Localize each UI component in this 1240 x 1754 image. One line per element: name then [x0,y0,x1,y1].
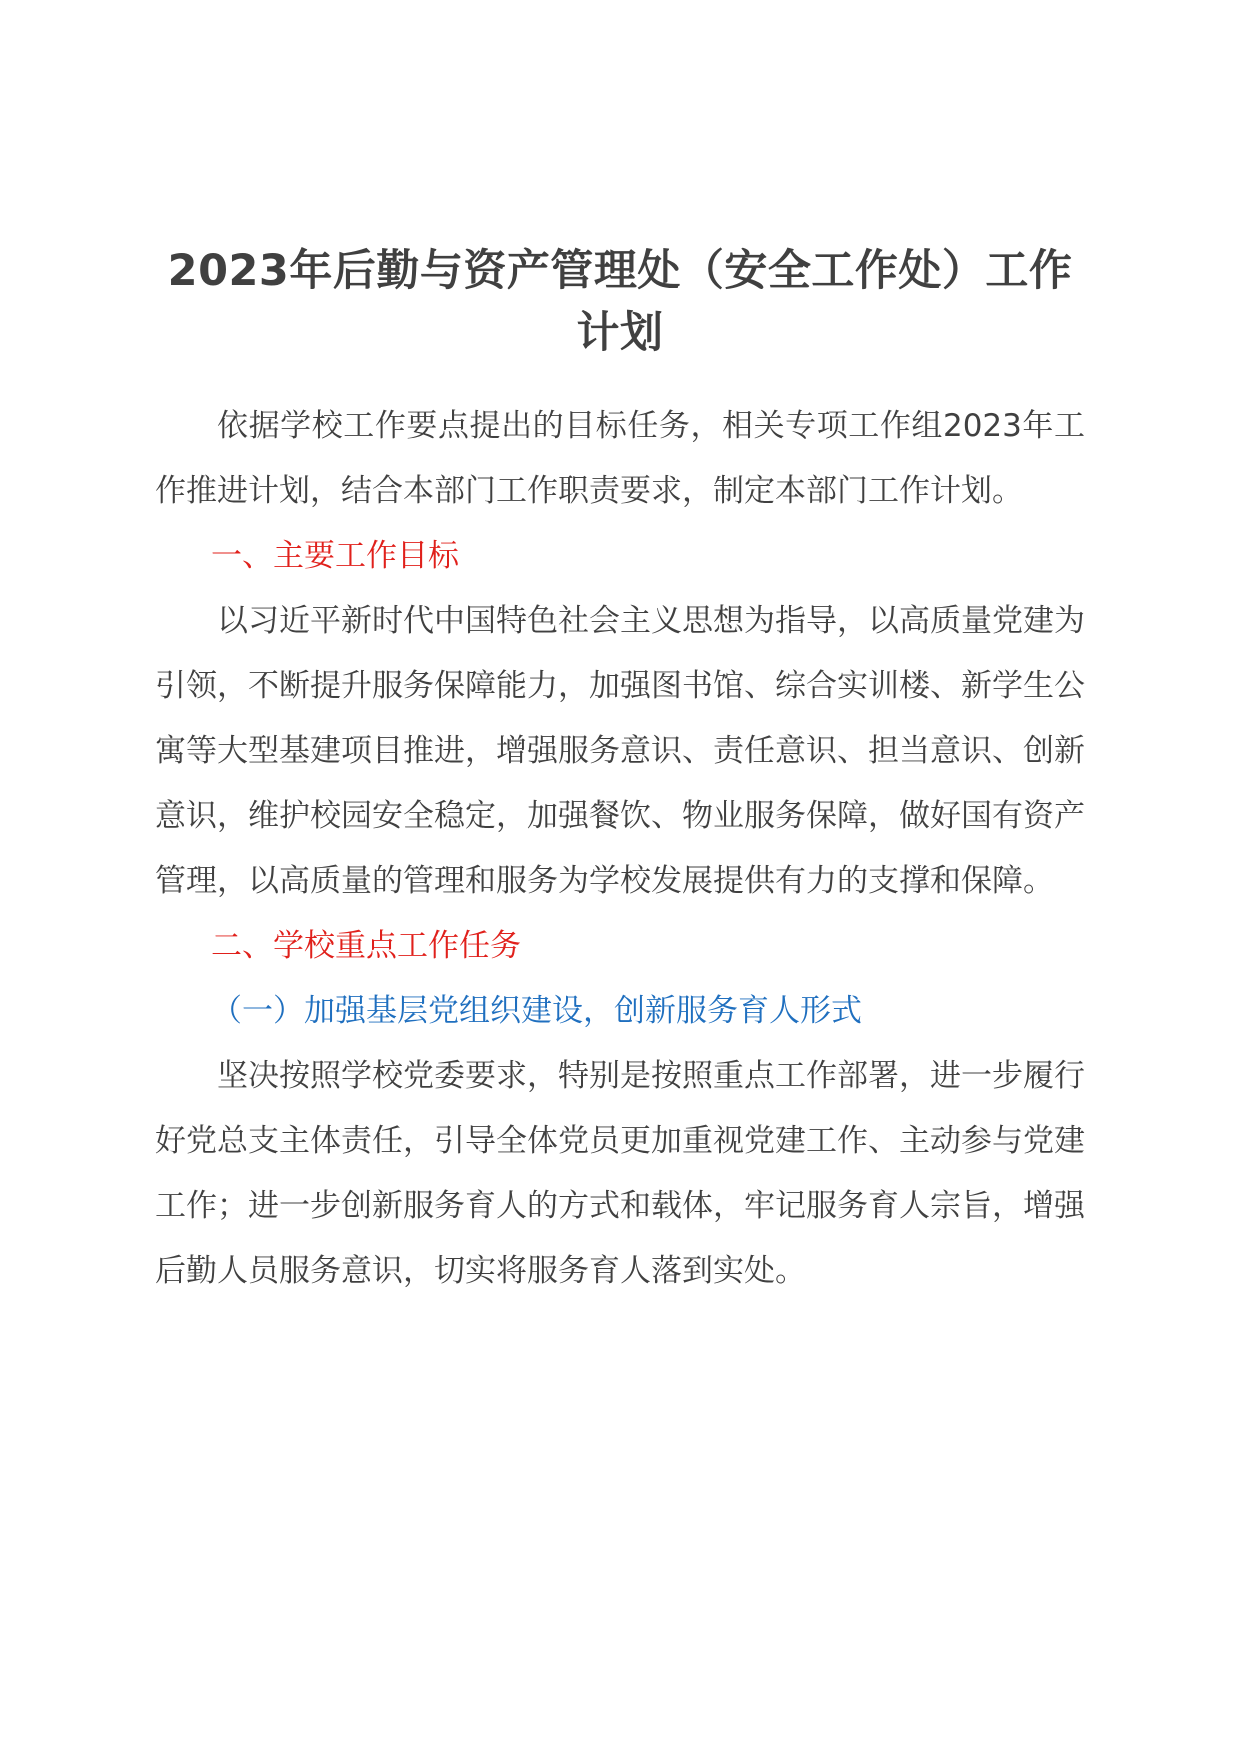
subsection-1-heading: （一）加强基层党组织建设，创新服务育人形式 [211,993,862,1029]
intro-paragraph: 依据学校工作要点提出的目标任务，相关专项工作组2023年工作推进计划，结合本部门工作职责要求，制定本部门工作计划。 [155,408,1085,509]
document-page [155,240,1085,1304]
section-1-body: 以习近平新时代中国特色社会主义思想为指导，以高质量党建为引领，不断提升服务保障能力，加强图书馆、综合实训楼、新学生公寓等大型基建项目推进，增强服务意识、责任意识、担当意识、创新意识，维护校园安全稳定，加强餐饮、物业服务保障，做好国有资产管理，以高质量的管理和服务为学校发展提供有力的支撑和保障。 [155,603,1085,899]
document-title: 2023年后勤与资产管理处（安全工作处）工作计划 [167,246,1073,358]
title-spacer [155,364,1085,394]
section-1-heading: 一、主要工作目标 [211,538,459,574]
section-2-heading: 二、学校重点工作任务 [211,928,521,964]
subsection-1-body: 坚决按照学校党委要求，特别是按照重点工作部署，进一步履行好党总支主体责任，引导全体党员更加重视党建工作、主动参与党建工作；进一步创新服务育人的方式和载体，牢记服务育人宗旨，增强后勤人员服务意识，切实将服务育人落到实处。 [155,1058,1085,1289]
